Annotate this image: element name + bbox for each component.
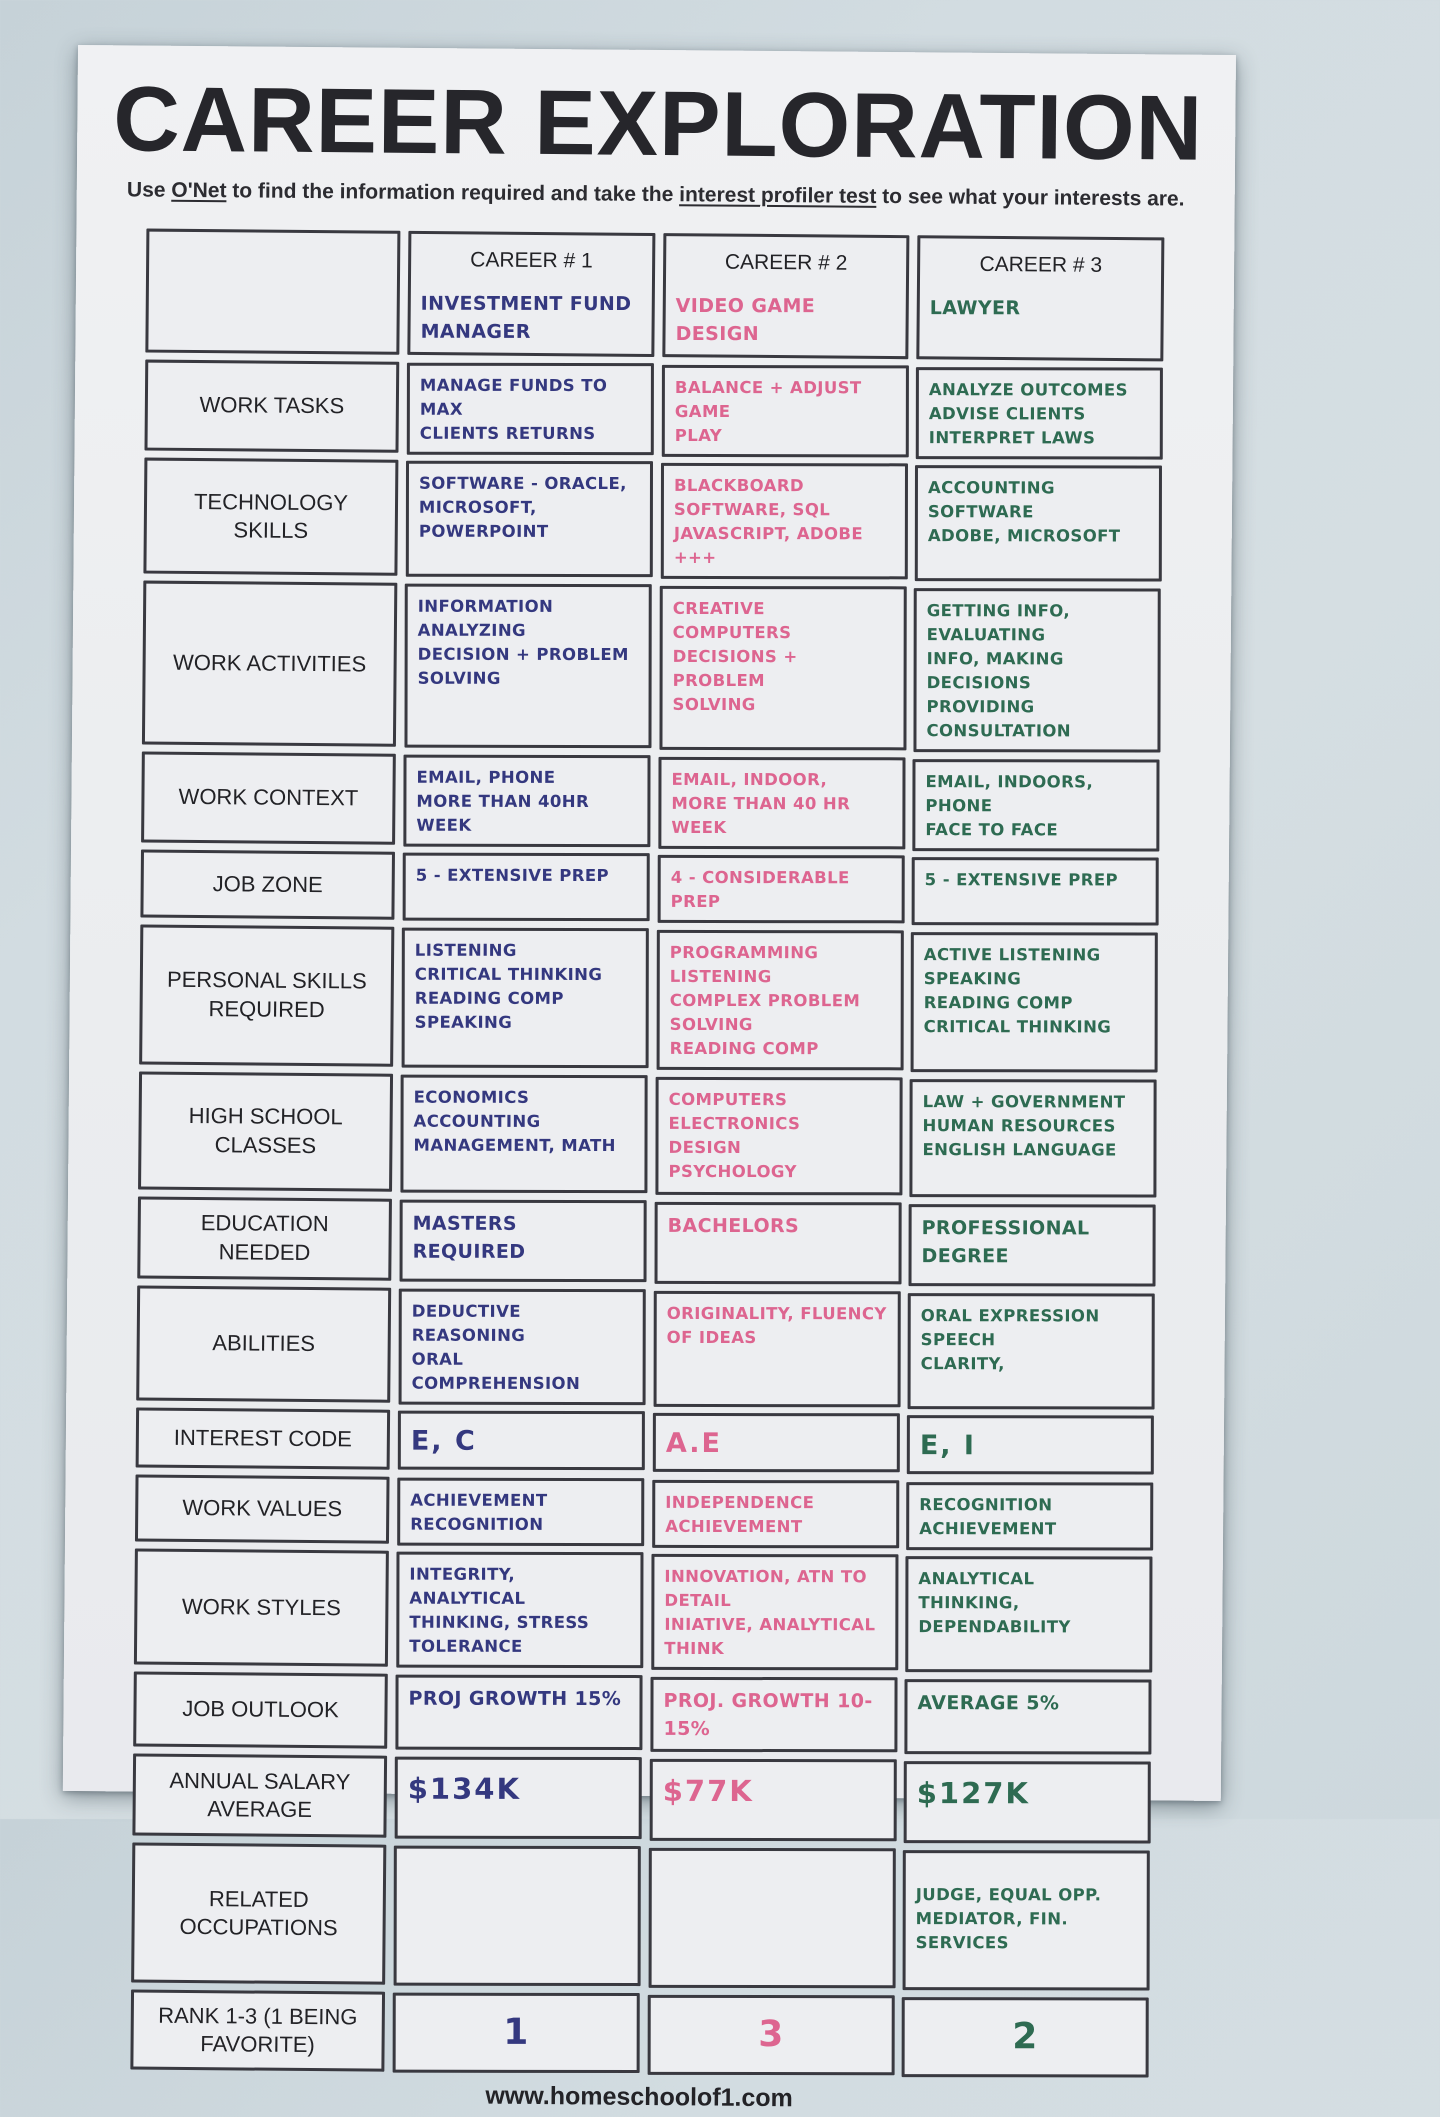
career-2-name: VIDEO GAME DESIGN (675, 294, 815, 345)
cell-interest-code-career-3: E, I (907, 1416, 1154, 1476)
row-label-job-zone: JOB ZONE (140, 850, 395, 920)
cell-personal-skills-career-1: LISTENING CRITICAL THINKING READING COMP SPEAKING (402, 928, 649, 1068)
career-2-header: CAREER # 2 (724, 250, 848, 275)
cell-work-context-career-1: EMAIL, PHONE MORE THAN 40HR WEEK (403, 754, 650, 846)
cell-rank-career-2: 3 (647, 1995, 894, 2075)
cell-technology-skills-career-1: SOFTWARE - ORACLE, MICROSOFT, POWERPOINT (406, 461, 653, 577)
row-label-technology-skills: TECHNOLOGY SKILLS (143, 458, 398, 576)
cell-work-context-career-3: EMAIL, INDOORS, PHONE FACE TO FACE (913, 759, 1160, 851)
cell-work-values-career-1: ACHIEVEMENT RECOGNITION (397, 1477, 644, 1545)
cell-education-needed-career-1: MASTERS REQUIRED (400, 1199, 647, 1281)
cell-technology-skills-career-2: BLACKBOARD SOFTWARE, SQL JAVASCRIPT, ADOBE +++ (660, 463, 907, 579)
cell-work-activities-career-3: GETTING INFO, EVALUATING INFO, MAKING DECISIONS PROVIDING CONSULTATION (914, 588, 1161, 752)
career-3-header-cell (917, 235, 1165, 361)
corner-cell (145, 228, 400, 354)
row-label-job-outlook: JOB OUTLOOK (133, 1672, 388, 1749)
instructions-text (113, 178, 1199, 211)
row-label-interest-code: INTEREST CODE (136, 1408, 391, 1469)
cell-work-values-career-3: RECOGNITION ACHIEVEMENT (906, 1482, 1153, 1550)
cell-interest-code-career-2: A.E (652, 1413, 899, 1473)
cell-related-occupations-career-2 (648, 1848, 895, 1988)
interest-profiler-reference: interest profiler test (679, 182, 877, 208)
cell-high-school-classes-career-2: COMPUTERS ELECTRONICS DESIGN PSYCHOLOGY (655, 1077, 902, 1195)
row-label-annual-salary: ANNUAL SALARY AVERAGE (132, 1754, 387, 1838)
instructions-suffix: to see what your interests are. (876, 184, 1185, 211)
row-label-work-context: WORK CONTEXT (141, 751, 396, 845)
career-3-header: CAREER # 3 (979, 252, 1103, 277)
cell-job-zone-career-1: 5 - EXTENSIVE PREP (403, 853, 650, 921)
cell-rank-career-3: 2 (902, 1997, 1149, 2077)
cell-job-outlook-career-3: AVERAGE 5% (905, 1679, 1152, 1755)
career-1-header-cell (407, 230, 655, 356)
instructions-prefix: Use (126, 177, 172, 202)
page-title: CAREER EXPLORATION (112, 68, 1204, 180)
cell-work-tasks-career-2: BALANCE + ADJUST GAME PLAY (661, 365, 908, 457)
cell-personal-skills-career-2: PROGRAMMING LISTENING COMPLEX PROBLEM SOLVING READING COMP (656, 930, 903, 1070)
cell-abilities-career-2: ORIGINALITY, FLUENCY OF IDEAS (653, 1291, 900, 1407)
row-label-rank: RANK 1-3 (1 BEING FAVORITE) (130, 1990, 385, 2072)
cell-work-activities-career-2: CREATIVE COMPUTERS DECISIONS + PROBLEM SOLVING (659, 586, 906, 750)
cell-work-styles-career-3: ANALYTICAL THINKING, DEPENDABILITY (906, 1557, 1153, 1673)
cell-job-outlook-career-1: PROJ GROWTH 15% (395, 1675, 642, 1751)
career-1-header: CAREER # 1 (470, 247, 593, 273)
cell-abilities-career-3: ORAL EXPRESSION SPEECH CLARITY, (908, 1293, 1155, 1409)
cell-job-zone-career-2: 4 - CONSIDERABLE PREP (657, 855, 904, 923)
cell-personal-skills-career-3: ACTIVE LISTENING SPEAKING READING COMP CRITICAL THINKING (911, 932, 1158, 1072)
cell-work-context-career-2: EMAIL, INDOOR, MORE THAN 40 HR WEEK (658, 756, 905, 848)
cell-work-values-career-2: INDEPENDENCE ACHIEVEMENT (652, 1479, 899, 1547)
worksheet-paper (63, 45, 1236, 2113)
cell-work-activities-career-1: INFORMATION ANALYZING DECISION + PROBLEM SOLVING (404, 584, 651, 748)
row-label-work-styles: WORK STYLES (134, 1549, 389, 1667)
cell-rank-career-1: 1 (393, 1993, 640, 2073)
cell-high-school-classes-career-3: LAW + GOVERNMENT HUMAN RESOURCES ENGLISH LANGUAGE (910, 1079, 1157, 1197)
career-1-name: INVESTMENT FUND MANAGER (420, 292, 632, 343)
cell-related-occupations-career-3: JUDGE, EQUAL OPP. MEDIATOR, FIN. SERVICES (903, 1850, 1150, 1990)
career-comparison-table (130, 228, 1164, 2078)
instructions-middle: to find the information required and take the (226, 178, 680, 206)
row-label-education-needed: EDUCATION NEEDED (137, 1196, 392, 1280)
website-url: www.homeschoolof1.com (485, 2081, 793, 2113)
cell-work-tasks-career-3: ANALYZE OUTCOMES ADVISE CLIENTS INTERPRET LAWS (916, 367, 1163, 459)
cell-high-school-classes-career-1: ECONOMICS ACCOUNTING MANAGEMENT, MATH (400, 1074, 647, 1192)
cell-technology-skills-career-3: ACCOUNTING SOFTWARE ADOBE, MICROSOFT (915, 465, 1162, 581)
career-2-header-cell (662, 233, 910, 359)
row-label-work-values: WORK VALUES (135, 1474, 390, 1544)
cell-work-styles-career-2: INNOVATION, ATN TO DETAIL INIATIVE, ANALYTICAL THINK (651, 1554, 898, 1670)
onet-reference: O'Net (171, 178, 227, 202)
row-label-abilities: ABILITIES (136, 1285, 391, 1403)
cell-interest-code-career-1: E, C (398, 1411, 645, 1471)
cell-annual-salary-career-1: $134K (395, 1757, 642, 1839)
cell-education-needed-career-2: BACHELORS (654, 1202, 901, 1284)
cell-annual-salary-career-2: $77K (649, 1759, 896, 1841)
cell-job-zone-career-3: 5 - EXTENSIVE PREP (912, 857, 1159, 925)
cell-related-occupations-career-1 (394, 1846, 641, 1986)
row-label-personal-skills: PERSONAL SKILLS REQUIRED (139, 925, 394, 1067)
row-label-high-school-classes: HIGH SCHOOL CLASSES (138, 1071, 393, 1191)
career-3-name: LAWYER (930, 296, 1021, 319)
cell-work-tasks-career-1: MANAGE FUNDS TO MAX CLIENTS RETURNS (407, 362, 654, 454)
cell-education-needed-career-3: PROFESSIONAL DEGREE (909, 1204, 1156, 1286)
cell-abilities-career-1: DEDUCTIVE REASONING ORAL COMPREHENSION (399, 1288, 646, 1404)
row-label-related-occupations: RELATED OCCUPATIONS (131, 1843, 386, 1985)
row-label-work-activities: WORK ACTIVITIES (142, 581, 397, 747)
cell-work-styles-career-1: INTEGRITY, ANALYTICAL THINKING, STRESS TOLERANCE (396, 1552, 643, 1668)
cell-job-outlook-career-2: PROJ. GROWTH 10-15% (650, 1677, 897, 1753)
row-label-work-tasks: WORK TASKS (144, 359, 399, 453)
cell-annual-salary-career-3: $127K (904, 1761, 1151, 1843)
